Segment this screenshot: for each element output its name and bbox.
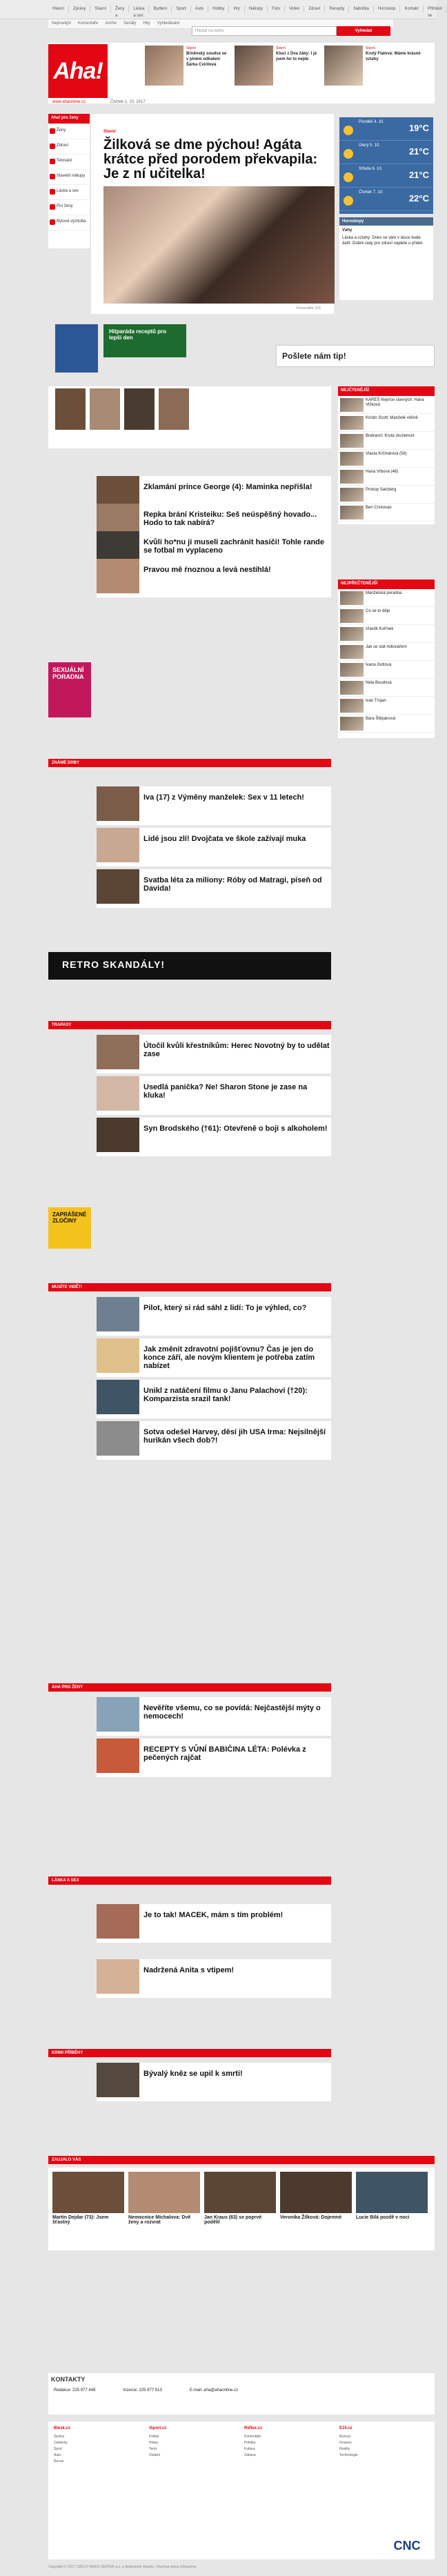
hero-kicker: Slavní bbox=[103, 130, 116, 134]
footer-column-head[interactable]: E15.cz bbox=[339, 2426, 352, 2430]
bottom-teaser[interactable] bbox=[356, 2172, 428, 2220]
section-header-drby[interactable]: ZNÁMÉ DRBY bbox=[48, 759, 331, 767]
most-read-item[interactable] bbox=[338, 468, 435, 486]
left-menu-item[interactable]: Stavebí nákupy bbox=[48, 170, 90, 185]
weather-temp: 21°C bbox=[408, 170, 429, 180]
article-title[interactable]: Kvůli ho*nu ji museli zachránit hasiči! Tohle rande se fotbal m vyplaceno bbox=[143, 538, 325, 555]
article-thumb[interactable] bbox=[97, 786, 139, 821]
teaser-photo[interactable] bbox=[324, 46, 363, 86]
item-thumb[interactable] bbox=[340, 488, 364, 502]
horoscope-header: Horoskopy bbox=[339, 217, 433, 226]
article-title[interactable]: Syn Brodského (†61): Otevřeně o boji s alkoholem! bbox=[143, 1124, 328, 1133]
article-title[interactable]: Nevěříte všemu, co se povídá: Nejčastější mýty o nemocech! bbox=[143, 1704, 321, 1721]
cnc-logo[interactable]: CNC bbox=[393, 2539, 421, 2553]
article-thumb[interactable] bbox=[97, 869, 139, 904]
footer-link[interactable]: Byznys bbox=[339, 2435, 351, 2439]
article-title[interactable]: Lidé jsou zlí! Dvojčata ve škole zažívají muka bbox=[143, 835, 306, 843]
article-teaser[interactable] bbox=[97, 1118, 331, 1156]
item-title[interactable]: Vlastík Kořínek bbox=[366, 627, 394, 631]
top-teaser[interactable] bbox=[235, 46, 317, 87]
article-teaser[interactable] bbox=[97, 1338, 331, 1377]
bottom-teaser[interactable] bbox=[52, 2172, 124, 2225]
left-menu-item[interactable]: Ženy bbox=[48, 124, 90, 139]
top-teaser[interactable] bbox=[324, 46, 428, 87]
bottom-teaser-title[interactable]: Lucie Bílá pozdě v noci bbox=[356, 2215, 410, 2220]
footer-link[interactable]: Fotbal bbox=[149, 2435, 159, 2439]
bottom-teaser[interactable] bbox=[128, 2172, 200, 2225]
article-title[interactable]: Nadržená Anita s vtipem! bbox=[143, 1966, 235, 1974]
nav-item[interactable]: Nabídka bbox=[349, 6, 373, 12]
article-title[interactable]: Unikl z natáčení filmu o Janu Palachovi (†20): Komparzista srazil tank! bbox=[143, 1387, 308, 1403]
most-read-header: NEJČTENĚJŠÍ bbox=[338, 386, 435, 396]
nav-item[interactable]: Horoskop bbox=[374, 6, 401, 12]
left-menu-item[interactable]: Láska a sex bbox=[48, 185, 90, 200]
footer-link[interactable]: Politika bbox=[244, 2441, 256, 2445]
footer-link[interactable]: Sport bbox=[54, 2447, 62, 2451]
article-thumb[interactable] bbox=[97, 1338, 139, 1373]
item-title[interactable]: Kristin Scott: Manželé věčně bbox=[366, 416, 418, 420]
promo-box-left[interactable] bbox=[55, 324, 98, 373]
article-title[interactable]: Usedlá panička? Ne! Sharon Stone je zase na kluka! bbox=[143, 1083, 308, 1100]
bottom-teaser-photo[interactable] bbox=[204, 2172, 276, 2213]
bottom-teaser-row bbox=[48, 2168, 435, 2250]
hero-image[interactable] bbox=[103, 186, 335, 304]
contact-label: Redakce bbox=[54, 2388, 70, 2392]
contacts-header: KONTAKTY bbox=[51, 2376, 86, 2383]
footer-link[interactable]: Technologie bbox=[339, 2453, 358, 2457]
weather-temp: 21°C bbox=[408, 146, 429, 157]
article-title[interactable]: Bývalý kněz se upil k smrti! bbox=[143, 2070, 243, 2078]
item-thumb[interactable] bbox=[340, 470, 364, 484]
item-thumb[interactable] bbox=[340, 506, 364, 519]
weather-temp: 19°C bbox=[408, 123, 429, 133]
item-title[interactable]: Hana Vrbová (48) bbox=[366, 470, 399, 474]
article-teaser[interactable] bbox=[97, 869, 331, 908]
article-teaser[interactable] bbox=[97, 1697, 331, 1736]
left-menu-item[interactable]: Tetování bbox=[48, 155, 90, 170]
logo-url[interactable]: www.ahaonline.cz bbox=[52, 100, 86, 104]
article-title[interactable]: Pilot, který si rád sáhl z lidí: To je výhled, co? bbox=[143, 1304, 307, 1312]
left-menu-item[interactable]: Zdraví bbox=[48, 139, 90, 155]
article-thumb[interactable] bbox=[97, 1297, 139, 1331]
article-teaser[interactable] bbox=[97, 1959, 331, 1998]
weather-temp: 22°C bbox=[408, 193, 429, 204]
sun-icon bbox=[344, 196, 353, 206]
photo-gallery-strip bbox=[48, 386, 331, 448]
nav-item[interactable]: Hry bbox=[229, 6, 244, 12]
sun-icon bbox=[344, 126, 353, 135]
nav-item[interactable]: Ženy a bbox=[111, 6, 129, 12]
footer-column bbox=[339, 2426, 433, 2459]
article-teaser[interactable] bbox=[97, 559, 331, 597]
bottom-teaser-photo[interactable] bbox=[356, 2172, 428, 2213]
hero-title[interactable]: Žilková se dme pýchou! Agáta krátce před porodem překvapila: Je z ní učitelka! bbox=[103, 137, 318, 181]
item-thumb[interactable] bbox=[340, 416, 364, 430]
item-title[interactable]: Co se to děje bbox=[366, 609, 390, 613]
article-thumb[interactable] bbox=[97, 1959, 139, 1994]
article-title[interactable]: Útočil kvůli křestníkům: Herec Novotný by to udělat zase bbox=[143, 1042, 330, 1058]
weather-day: Pondělí 4. 10. bbox=[359, 120, 385, 124]
zlociny-promo[interactable]: ZAPRÁŠENÉ ZLOČINY bbox=[48, 1207, 91, 1249]
weather-widget bbox=[339, 117, 433, 214]
article-teaser[interactable] bbox=[97, 1421, 331, 1460]
article-title[interactable]: Je to tak! MACEK, mám s tím problém! bbox=[143, 1911, 284, 1919]
article-teaser[interactable] bbox=[97, 2063, 331, 2101]
section-header-musite[interactable]: MUSÍTE VIDĚT! bbox=[48, 1283, 331, 1291]
aha-logo[interactable]: Aha! bbox=[48, 44, 108, 98]
article-thumb[interactable] bbox=[97, 1904, 139, 1939]
footer-column bbox=[149, 2426, 242, 2459]
item-title[interactable]: Manželská poradna bbox=[366, 591, 402, 595]
section-header-laska[interactable]: LÁSKA A SEX bbox=[48, 1876, 331, 1885]
nav-item[interactable]: Foto bbox=[268, 6, 285, 12]
search-button[interactable]: Vyhledat bbox=[337, 26, 390, 36]
search-input[interactable]: Hledat na webu bbox=[192, 26, 337, 36]
article-teaser[interactable] bbox=[97, 1076, 331, 1115]
most-read-item[interactable] bbox=[338, 450, 435, 468]
item-thumb[interactable] bbox=[340, 591, 364, 605]
hero-comments[interactable]: Komentáře (14) bbox=[297, 306, 321, 310]
newest-list bbox=[338, 579, 435, 738]
bottom-teaser[interactable] bbox=[280, 2172, 352, 2220]
newest-header: NEJPŘEČTENĚJŠÍ bbox=[338, 579, 435, 589]
section-header-zaujalo[interactable]: ZAUJALO VÁS bbox=[48, 2156, 435, 2164]
nav-item[interactable]: Hlavní bbox=[48, 6, 69, 12]
footer-link[interactable]: Auto bbox=[54, 2453, 61, 2457]
footer-link[interactable]: Tenis bbox=[149, 2447, 157, 2451]
article-thumb[interactable] bbox=[97, 1380, 139, 1414]
article-teaser[interactable] bbox=[97, 786, 331, 825]
nav-item[interactable]: Kontakt bbox=[400, 6, 423, 12]
sun-icon bbox=[344, 172, 353, 182]
article-title[interactable]: Zklamání prince George (4): Maminka nepřišla! bbox=[143, 483, 312, 491]
most-read-item[interactable] bbox=[338, 396, 435, 414]
sun-icon bbox=[344, 149, 353, 159]
sexualni-poradna-promo[interactable]: SEXUÁLNÍ PORADNA bbox=[48, 662, 91, 717]
nav-item[interactable]: Láska a sex bbox=[129, 6, 149, 12]
item-thumb[interactable] bbox=[340, 452, 364, 466]
most-read-item[interactable] bbox=[338, 504, 435, 522]
article-teaser[interactable] bbox=[97, 1904, 331, 1943]
bottom-teaser[interactable] bbox=[204, 2172, 276, 2225]
article-thumb[interactable] bbox=[97, 1118, 139, 1152]
nav-item[interactable]: Slavní bbox=[90, 6, 111, 12]
item-thumb[interactable] bbox=[340, 609, 364, 623]
nav-item[interactable]: Nákupy bbox=[245, 6, 268, 12]
item-thumb[interactable] bbox=[340, 398, 364, 412]
footer-link[interactable]: Revue bbox=[54, 2459, 64, 2464]
copyright: Copyright © 2017 CZECH NEWS CENTER a.s. a dodavatelé obsahu. Všechna práva vyhrazena. bbox=[48, 2565, 197, 2569]
contacts-box: KONTAKTY Redakce: 225 977 449 Inzerce: 225 977 513 E-mail: aha@ahaonline.cz bbox=[48, 2373, 435, 2415]
item-thumb[interactable] bbox=[340, 717, 364, 731]
item-title[interactable]: Ivan Trojan bbox=[366, 699, 386, 703]
footer-links bbox=[48, 2421, 435, 2559]
contact-value[interactable]: 225 977 513 bbox=[139, 2388, 162, 2392]
nav-item[interactable]: Sport bbox=[172, 6, 190, 12]
item-title[interactable]: KAREŠ Nejvíce slavných: Hana Vlčková bbox=[366, 398, 424, 407]
item-title[interactable]: Ben Cristovao bbox=[366, 506, 392, 510]
gallery-thumb[interactable] bbox=[90, 388, 120, 430]
hitparada-text[interactable]: Hitparáda receptů pro lepší den bbox=[109, 328, 167, 341]
teaser-title[interactable]: Krutý Fialová: Máme krásné vztahy bbox=[366, 52, 421, 61]
bottom-teaser-title[interactable]: Nemocnice Michalova: Dvě ženy a rozvrat bbox=[128, 2215, 191, 2225]
contact-value[interactable]: aha@ahaonline.cz bbox=[203, 2388, 238, 2392]
subnav-item[interactable]: Seriály bbox=[123, 21, 137, 26]
gallery-thumb[interactable] bbox=[124, 388, 155, 430]
footer-link[interactable]: Hokej bbox=[149, 2441, 158, 2445]
left-menu-item[interactable]: Bytová výzdoba bbox=[48, 215, 90, 230]
article-teaser[interactable] bbox=[97, 1035, 331, 1073]
contact-label: Inzerce bbox=[123, 2388, 137, 2392]
footer-link[interactable]: Zábava bbox=[244, 2453, 256, 2457]
article-title[interactable]: Repka brání Kristeiku: Seš neúspěšný hovado... Hodo to tak nabírá? bbox=[143, 511, 317, 527]
article-title[interactable]: Jak změnit zdravotní pojišťovnu? Čas je jen do konce září, ale novým klientem je potřeba zatím nabízet bbox=[143, 1345, 315, 1370]
footer-link[interactable]: Kultura bbox=[244, 2447, 255, 2451]
article-title[interactable]: Svatba léta za miliony: Róby od Matragi, píseň od Davida! bbox=[143, 876, 322, 893]
item-thumb[interactable] bbox=[340, 663, 364, 677]
subnav-item[interactable]: Komentáře bbox=[78, 21, 99, 26]
newest-item[interactable] bbox=[338, 589, 435, 607]
bottom-teaser-title[interactable]: Jan Kraus (63) se poprvé podělil bbox=[204, 2215, 262, 2225]
item-title[interactable]: Ivana Gottová bbox=[366, 663, 392, 667]
left-menu-item[interactable]: Pro ženy bbox=[48, 200, 90, 215]
weather-row bbox=[339, 164, 433, 188]
article-teaser[interactable] bbox=[97, 1738, 331, 1777]
bottom-teaser-title[interactable]: Veronika Žilková: Dojemné bbox=[280, 2215, 342, 2220]
subnav-item[interactable]: Vyhledávání bbox=[157, 21, 180, 26]
footer-link[interactable]: Celebrity bbox=[54, 2441, 68, 2445]
article-thumb[interactable] bbox=[97, 1421, 139, 1456]
teaser-photo[interactable] bbox=[145, 46, 183, 86]
footer-column bbox=[244, 2426, 337, 2459]
footer-column-head[interactable]: Reflex.cz bbox=[244, 2426, 263, 2430]
hitparada-banner[interactable] bbox=[103, 324, 186, 357]
left-menu bbox=[48, 124, 90, 248]
tip-banner[interactable] bbox=[276, 345, 435, 367]
bottom-teaser-photo[interactable] bbox=[52, 2172, 124, 2213]
contact-value[interactable]: 225 977 449 bbox=[72, 2388, 96, 2392]
nav-item[interactable]: Zprávy bbox=[69, 6, 90, 12]
section-header-aha-zeny[interactable]: AHA PRO ŽENY bbox=[48, 1683, 331, 1692]
item-title[interactable]: Jak se stát milionářem bbox=[366, 645, 407, 649]
section-header-trapasy[interactable]: TRAPASY bbox=[48, 1021, 331, 1029]
most-read-item[interactable] bbox=[338, 414, 435, 432]
bottom-teaser-title[interactable]: Martin Dejdar (73): Jsem šťastný bbox=[52, 2215, 109, 2225]
horoscope-text: Láska a vztahy: Dnes se vám v lásce bude dařit. Dobré rady pro zdraví najdete u přátel. bbox=[342, 236, 424, 246]
teaser-title[interactable]: Kluci z Dva žáby: I já jsem ho to nejde bbox=[276, 52, 317, 61]
gallery-thumb[interactable] bbox=[159, 388, 189, 430]
teaser-photo[interactable] bbox=[235, 46, 273, 86]
most-read-item[interactable] bbox=[338, 486, 435, 504]
section-header-krimi[interactable]: KRIMI PŘÍBĚHY bbox=[48, 2049, 331, 2057]
horoscope-sign[interactable]: Váhy bbox=[342, 228, 352, 232]
gallery-thumb[interactable] bbox=[55, 388, 86, 430]
article-thumb[interactable] bbox=[97, 828, 139, 862]
subnav-item[interactable]: Hity bbox=[143, 21, 150, 26]
top-navigation bbox=[0, 0, 443, 19]
article-thumb[interactable] bbox=[97, 1738, 139, 1773]
item-thumb[interactable] bbox=[340, 434, 364, 448]
weather-day: Středa 6. 10. bbox=[359, 167, 383, 171]
item-thumb[interactable] bbox=[340, 627, 364, 641]
item-thumb[interactable] bbox=[340, 645, 364, 659]
weather-row bbox=[339, 117, 433, 141]
nav-item[interactable]: Bydlení bbox=[149, 6, 172, 12]
subnav-item[interactable]: Nejnovější bbox=[52, 21, 72, 26]
teaser-kicker: Slavní bbox=[276, 46, 286, 50]
article-title[interactable]: Sotva odešel Harvey, děsí jih USA Irma: Nejsilnější hurikán všech dob?! bbox=[143, 1428, 326, 1445]
bottom-teaser-photo[interactable] bbox=[280, 2172, 352, 2213]
nav-item[interactable]: Hobby bbox=[208, 6, 229, 12]
article-title[interactable]: Iva (17) z Výměny manželek: Sex v 11 letech! bbox=[143, 793, 304, 802]
nav-item[interactable]: Recepty bbox=[325, 6, 349, 12]
current-date: Čtvrtek 1. 10. 2017 bbox=[110, 100, 146, 104]
article-title[interactable]: RECEPTY S VŮNÍ BABIČINA LÉTA: Polévka z pečených rajčat bbox=[143, 1745, 306, 1762]
teaser-title[interactable]: Brněnský soudce se v plném odhalení Šárka Cvirilová bbox=[186, 52, 227, 67]
footer-link[interactable]: Ostatní bbox=[149, 2453, 161, 2457]
item-title[interactable]: Bratranci: Krutá zkušenost bbox=[366, 434, 415, 438]
most-read-item[interactable] bbox=[338, 432, 435, 450]
item-title[interactable]: Bára Štěpánová bbox=[366, 717, 396, 721]
footer-link[interactable]: Reality bbox=[339, 2447, 350, 2451]
newest-item[interactable] bbox=[338, 679, 435, 697]
article-teaser[interactable] bbox=[97, 1297, 331, 1336]
article-teaser[interactable] bbox=[97, 1380, 331, 1418]
newest-item[interactable] bbox=[338, 607, 435, 625]
article-thumb[interactable] bbox=[97, 2063, 139, 2097]
weather-row bbox=[339, 141, 433, 164]
weather-row bbox=[339, 188, 433, 211]
nav-item[interactable]: Video bbox=[285, 6, 304, 12]
article-thumb[interactable] bbox=[97, 1035, 139, 1069]
retro-skandaly-banner[interactable]: RETRO SKANDÁLY! bbox=[48, 952, 331, 980]
nav-item[interactable]: Přihlásit se bbox=[424, 6, 447, 12]
bottom-teaser-photo[interactable] bbox=[128, 2172, 200, 2213]
horoscope-widget bbox=[339, 217, 433, 300]
teaser-kicker: Slavní bbox=[186, 46, 196, 50]
most-read-list bbox=[338, 386, 435, 524]
nav-item[interactable]: Zdraví bbox=[304, 6, 325, 12]
footer-column bbox=[54, 2426, 147, 2465]
footer-link[interactable]: Zprávy bbox=[54, 2435, 65, 2439]
top-teaser[interactable] bbox=[145, 46, 228, 87]
item-title[interactable]: Prokop Salcberg bbox=[366, 488, 397, 492]
footer-link[interactable]: Finance bbox=[339, 2441, 352, 2445]
article-teaser[interactable] bbox=[97, 828, 331, 866]
item-title[interactable]: Nela Boudová bbox=[366, 681, 392, 685]
article-thumb[interactable] bbox=[97, 1697, 139, 1732]
footer-column-head[interactable]: iSport.cz bbox=[149, 2426, 167, 2430]
nav-items bbox=[48, 6, 447, 18]
footer-column-head[interactable]: Blesk.cz bbox=[54, 2426, 71, 2430]
subnav-item[interactable]: Archiv bbox=[105, 21, 117, 26]
newest-item[interactable] bbox=[338, 643, 435, 661]
item-thumb[interactable] bbox=[340, 681, 364, 695]
newest-item[interactable] bbox=[338, 661, 435, 679]
nav-item[interactable]: Auto bbox=[191, 6, 208, 12]
tip-text[interactable]: Pošlete nám tip! bbox=[282, 351, 346, 361]
weather-day: Úterý 5. 10. bbox=[359, 143, 381, 148]
weather-day: Čtvrtek 7. 10. bbox=[359, 190, 384, 195]
article-thumb[interactable] bbox=[97, 1076, 139, 1111]
article-title[interactable]: Pravou mě ŕnoznou a levá nestihlá! bbox=[143, 566, 271, 574]
newest-item[interactable] bbox=[338, 625, 435, 643]
item-thumb[interactable] bbox=[340, 699, 364, 713]
teaser-kicker: Slavní bbox=[366, 46, 375, 50]
article-thumb[interactable] bbox=[97, 559, 139, 593]
newest-item[interactable] bbox=[338, 697, 435, 715]
newest-item[interactable] bbox=[338, 715, 435, 733]
footer-link[interactable]: Komentáře bbox=[244, 2435, 261, 2439]
item-title[interactable]: Vlasta Krčmárová (58) bbox=[366, 452, 407, 456]
contact-label: E-mail bbox=[189, 2388, 201, 2392]
left-tag[interactable]: Aha! pro ženy bbox=[48, 114, 90, 123]
